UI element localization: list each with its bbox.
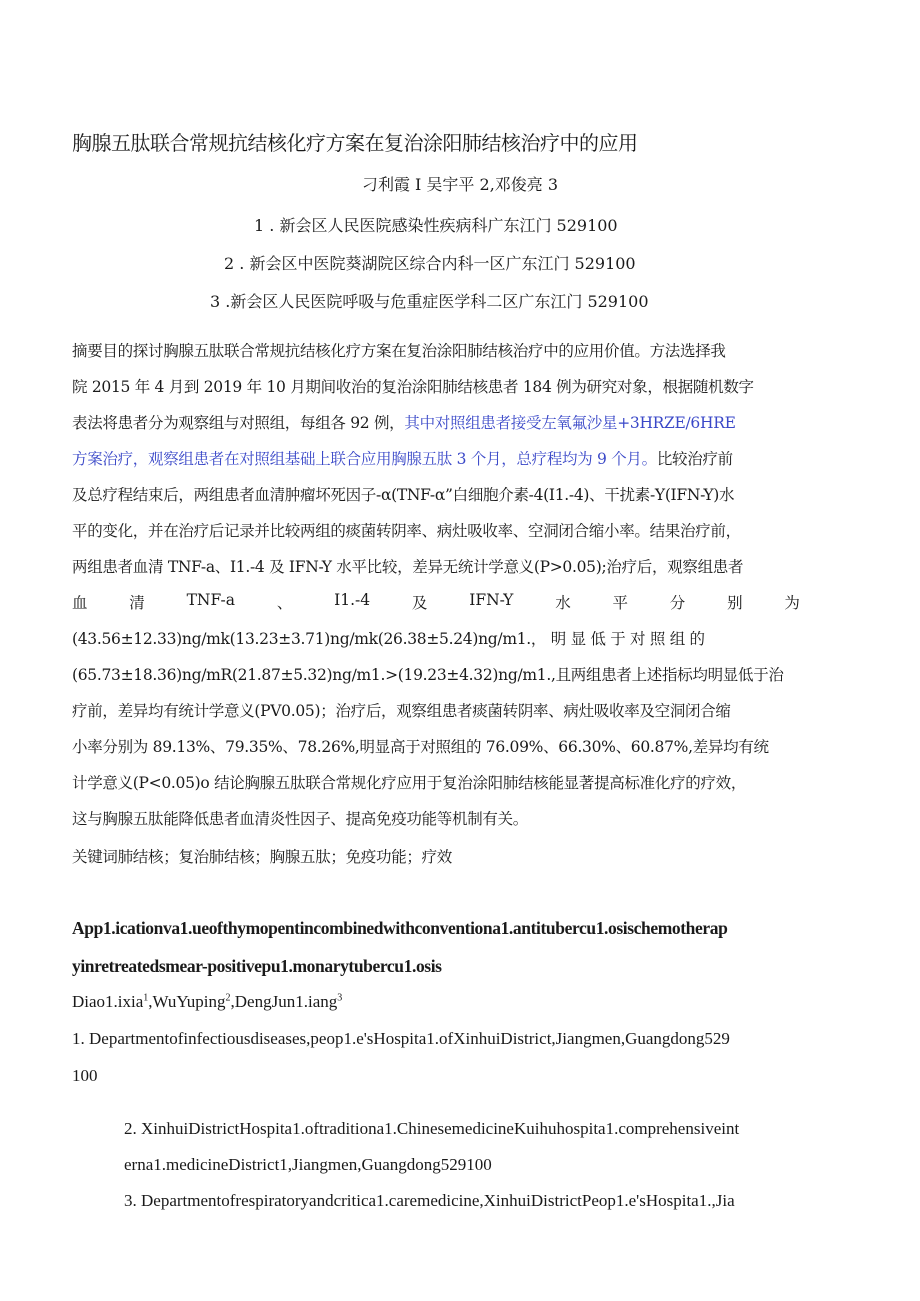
- english-authors: [72, 992, 342, 1012]
- english-affiliation-3: 3. Departmentofrespiratoryandcritica1.caremedicine,XinhuiDistrictPeop1.e'sHospita1.,Jia: [124, 1191, 735, 1210]
- english-title: App1.icationva1.ueofthymopentincombinedwithconventiona1.antitubercu1.osischemotherap: [72, 918, 728, 938]
- affiliation-3: 3 .新会区人民医院呼吸与危重症医学科二区广东江门 529100: [210, 292, 649, 311]
- english-affiliation-1: 1. Departmentofinfectiousdiseases,peop1.e'sHospita1.ofXinhuiDistrict,Jiangmen,Guangdong529: [72, 1029, 730, 1048]
- justified-word: 血: [72, 594, 88, 612]
- author-name: ,DengJun1.iang: [230, 992, 338, 1011]
- abstract-text: 比较治疗前: [656, 450, 733, 468]
- abstract-line: 计学意义(P<0.05)o 结论胸腺五肽联合常规化疗应用于复治涂阳肺结核能显著提高标准化疗的疗效，: [72, 774, 747, 792]
- english-affiliation-2-cont: erna1.medicineDistrict1,Jiangmen,Guangdong529100: [124, 1155, 492, 1174]
- justified-word: 水: [555, 594, 571, 612]
- justified-word: TNF-a: [186, 591, 236, 609]
- author-superscript: 2: [225, 992, 231, 1004]
- abstract-line: 摘要目的探讨胸腺五肽联合常规抗结核化疗方案在复治涂阳肺结核治疗中的应用价值。方法选择我: [72, 342, 726, 360]
- author-name: ,WuYuping: [148, 992, 226, 1011]
- author-name: Diao1.ixia: [72, 992, 144, 1011]
- abstract-text: 表法将患者分为观察组与对照组，每组各 92 例，: [72, 414, 405, 432]
- justified-word: 为: [784, 594, 800, 612]
- abstract-line: (65.73±18.36)ng/mR(21.87±5.32)ng∕m1.>(19.23±4.32)ng/m1.,且两组患者上述指标均明显低于治: [72, 666, 784, 684]
- abstract-line: 两组患者血清 TNF-a、I1.-4 及 IFN-Y 水平比较，差异无统计学意义(P>0.05);治疗后，观察组患者: [72, 558, 744, 576]
- keywords: 关键词肺结核；复治肺结核；胸腺五肽；免疫功能；疗效: [72, 848, 453, 866]
- abstract-line: [72, 447, 733, 469]
- abstract-justified-line: [72, 591, 800, 613]
- justified-word: 、: [276, 594, 293, 612]
- paper-title: 胸腺五肽联合常规抗结核化疗方案在复治涂阳肺结核治疗中的应用: [72, 131, 638, 155]
- english-affiliation-1-cont: 100: [72, 1066, 98, 1085]
- affiliation-1: 1 . 新会区人民医院感染性疾病科广东江门 529100: [254, 216, 618, 235]
- author-superscript: 3: [337, 992, 343, 1004]
- english-affiliation-2: 2. XinhuiDistrictHospita1.oftraditiona1.ChinesemedicineKuihuhospita1.comprehensiveint: [124, 1119, 740, 1138]
- justified-word: 清: [129, 594, 145, 612]
- abstract-line: 院 2015 年 4 月到 2019 年 10 月期间收治的复治涂阳肺结核患者 184 例为研究对象，根据随机数字: [72, 378, 754, 396]
- highlighted-text: 其中对照组患者接受左氧氟沙星+3HRZE∕6HRE: [404, 414, 736, 432]
- affiliation-2: 2 . 新会区中医院葵湖院区综合内科一区广东江门 529100: [224, 254, 636, 273]
- abstract-line: 小率分别为 89.13%、79.35%、78.26%,明显高于对照组的 76.09%、66.30%、60.87%,差异均有统: [72, 738, 769, 756]
- abstract-line: 这与胸腺五肽能降低患者血清炎性因子、提高免疫功能等机制有关。: [72, 810, 529, 828]
- author-line: 刁利霞 I 吴宇平 2,邓俊亮 3: [361, 175, 559, 194]
- justified-word: 平: [612, 594, 629, 612]
- justified-word: IFN-Y: [469, 591, 514, 609]
- abstract-line: 及总疗程结束后，两组患者血清肿瘤坏死因子-α(TNF-α”白细胞介素-4(I1.-4)、干扰素-Y(IFN-Y)水: [72, 486, 735, 504]
- english-title: yinretreatedsmear-positivepu1.monarytubercu1.osis: [72, 956, 442, 976]
- justified-word: 及: [411, 594, 428, 612]
- justified-word: I1.-4: [334, 591, 371, 609]
- abstract-line: 疗前，差异均有统计学意义(PV0.05)；治疗后，观察组患者痰菌转阴率、病灶吸收率及空洞闭合缩: [72, 702, 731, 720]
- justified-word: 别: [727, 594, 743, 612]
- author-superscript: 1: [143, 992, 149, 1004]
- abstract-line: (43.56±12.33)ng/mk(13.23±3.71)ng/mk(26.38±5.24)ng/m1.， 明 显 低 于 对 照 组 的: [72, 630, 705, 648]
- justified-word: 分: [669, 594, 686, 612]
- abstract-line: [72, 411, 736, 433]
- abstract-line: 平的变化，并在治疗后记录并比较两组的痰菌转阴率、病灶吸收率、空洞闭合缩小率。结果治疗前，: [72, 522, 741, 540]
- highlighted-text: 方案治疗，观察组患者在对照组基础上联合应用胸腺五肽 3 个月，总疗程均为 9 个月。: [72, 450, 657, 468]
